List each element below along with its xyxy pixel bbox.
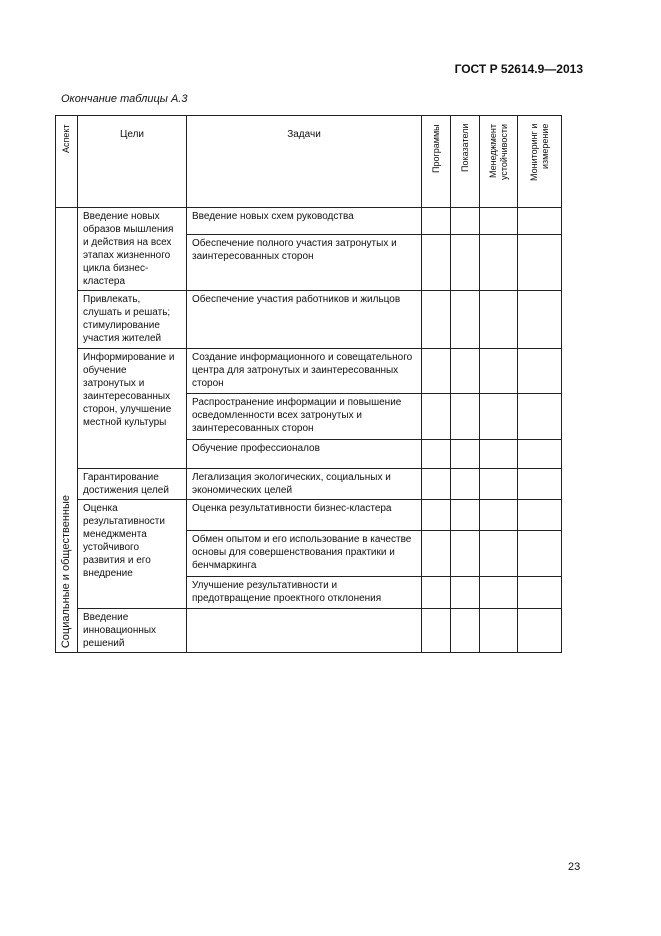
task-cell: Легализация экологических, социальных и экономических целей: [187, 469, 422, 500]
monitoring-cell: [518, 577, 562, 609]
header-goals: Цели: [78, 116, 187, 208]
monitoring-cell: [518, 291, 562, 349]
task-cell: [187, 609, 422, 653]
management-cell: [480, 291, 518, 349]
standard-code: ГОСТ Р 52614.9—2013: [454, 62, 583, 76]
management-cell: [480, 208, 518, 235]
header-management-text: Менеджмент устойчивости: [487, 124, 509, 181]
goal-cell: Привлекать, слушать и решать; стимулирование участия жителей: [78, 291, 187, 349]
programs-cell: [422, 500, 451, 531]
task-cell: Обеспечение полного участия затронутых и заинтересованных сторон: [187, 235, 422, 291]
task-cell: Обучение профессионалов: [187, 440, 422, 469]
indicators-cell: [451, 469, 480, 500]
indicators-cell: [451, 291, 480, 349]
header-tasks: Задачи: [187, 116, 422, 208]
task-cell: Обмен опытом и его использование в качестве основы для совершенствования практики и бенчмаркинга: [187, 531, 422, 577]
aspect-cell: [56, 208, 78, 653]
monitoring-cell: [518, 500, 562, 531]
management-cell: [480, 577, 518, 609]
programs-cell: [422, 469, 451, 500]
monitoring-cell: [518, 208, 562, 235]
management-cell: [480, 394, 518, 440]
header-monitoring: [518, 116, 562, 208]
indicators-cell: [451, 208, 480, 235]
header-indicators: [451, 116, 480, 208]
indicators-cell: [451, 394, 480, 440]
goals-tasks-table: [55, 115, 562, 653]
monitoring-cell: [518, 440, 562, 469]
page-number: 23: [568, 861, 581, 873]
monitoring-cell: [518, 235, 562, 291]
indicators-cell: [451, 577, 480, 609]
management-cell: [480, 349, 518, 394]
task-cell: Оценка результативности бизнес-кластера: [187, 500, 422, 531]
header-programs-text: Программы: [430, 124, 441, 173]
indicators-cell: [451, 235, 480, 291]
programs-cell: [422, 531, 451, 577]
indicators-cell: [451, 349, 480, 394]
management-cell: [480, 500, 518, 531]
task-cell: Распространение информации и повышение осведомленности всех затронутых и заинтересованных сторон: [187, 394, 422, 440]
task-cell: Обеспечение участия работников и жильцов: [187, 291, 422, 349]
goal-cell: Введение новых образов мышления и действия на всех этапах жизненного цикла бизнес-кластера: [78, 208, 187, 291]
header-management: [480, 116, 518, 208]
header-aspect-text: Аспект: [61, 124, 71, 153]
indicators-cell: [451, 500, 480, 531]
programs-cell: [422, 235, 451, 291]
header-programs: [422, 116, 451, 208]
indicators-cell: [451, 531, 480, 577]
table-caption: Окончание таблицы А.3: [61, 93, 188, 105]
aspect-value: Социальные и общественные: [60, 494, 72, 648]
programs-cell: [422, 609, 451, 653]
goal-cell: Гарантирование достижения целей: [78, 469, 187, 500]
monitoring-cell: [518, 609, 562, 653]
monitoring-cell: [518, 469, 562, 500]
monitoring-cell: [518, 531, 562, 577]
goal-cell: Введение инновационных решений: [78, 609, 187, 653]
management-cell: [480, 531, 518, 577]
goal-cell: Информирование и обучение затронутых и заинтересованных сторон, улучшение местной культуры: [78, 349, 187, 469]
programs-cell: [422, 349, 451, 394]
goal-cell: Оценка результативности менеджмента устойчивого развития и его внедрение: [78, 500, 187, 609]
monitoring-cell: [518, 394, 562, 440]
management-cell: [480, 469, 518, 500]
programs-cell: [422, 440, 451, 469]
task-cell: Создание информационного и совещательного центра для затронутых и заинтересованных сторон: [187, 349, 422, 394]
header-indicators-text: Показатели: [459, 124, 470, 173]
programs-cell: [422, 291, 451, 349]
management-cell: [480, 609, 518, 653]
programs-cell: [422, 577, 451, 609]
task-cell: Улучшение результативности и предотвращение проектного отклонения: [187, 577, 422, 609]
indicators-cell: [451, 609, 480, 653]
management-cell: [480, 235, 518, 291]
header-monitoring-text: Мониторинг и измерение: [528, 124, 550, 182]
programs-cell: [422, 394, 451, 440]
monitoring-cell: [518, 349, 562, 394]
management-cell: [480, 440, 518, 469]
task-cell: Введение новых схем руководства: [187, 208, 422, 235]
header-aspect: [56, 116, 78, 208]
programs-cell: [422, 208, 451, 235]
indicators-cell: [451, 440, 480, 469]
